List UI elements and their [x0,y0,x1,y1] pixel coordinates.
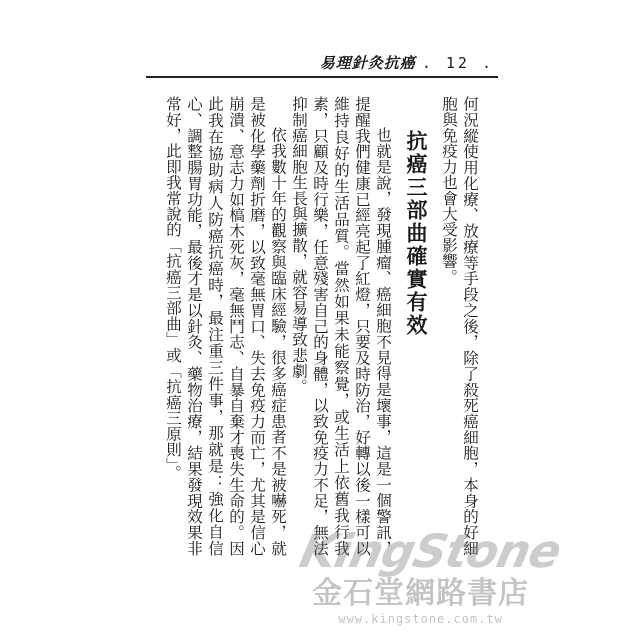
paragraph: 也就是說，發現腫瘤、癌細胞不見得是壞事，這是一個警訊，提醒我們健康已經亮起了紅燈，只要及時防治，好轉以後一樣可以維持良好的生活品質。當然如果未能察覺，或生活上依舊我行我素，只顧及時行樂，任意殘害自己的身體，以致免疫力不足，無法抑制癌細胞生長與擴散，就容易導致悲劇。 [290,96,392,556]
body-text [120,96,480,556]
watermark-store-name: 金石堂網路書店 [312,576,530,611]
watermark-logo: KingStone [295,524,566,578]
page-number: . 12 . [421,53,494,72]
watermark-url: www.kingstone.com.tw [338,612,503,626]
section-heading: 抗癌三部曲確實有效 [404,130,428,337]
page-header [320,52,494,73]
paragraph: 依我數十年的觀察與臨床經驗，很多癌症患者不是被嚇死，就是被化學藥劑折磨，以致毫無胃口、失去免疫力而亡，尤其是信心崩潰、意志力如槁木死灰，毫無鬥志、自暴自棄才喪失生命的。因此我在協助病人防癌抗癌時，最注重三件事，那就是：強化自信心、調整腸胃功能，最後才是以針灸、藥物治療，結果發現效果非常好，此即我常說的「抗癌三部曲」或「抗癌三原則」。 [164,96,287,556]
header-rule [146,76,498,78]
paragraph-continued: 何況縱使用化療、放療等手段之後，除了殺死癌細胞，本身的好細胞與免疫力也會大受影響。 [440,96,479,556]
running-book-title: 易理針灸抗癌 [319,54,416,72]
